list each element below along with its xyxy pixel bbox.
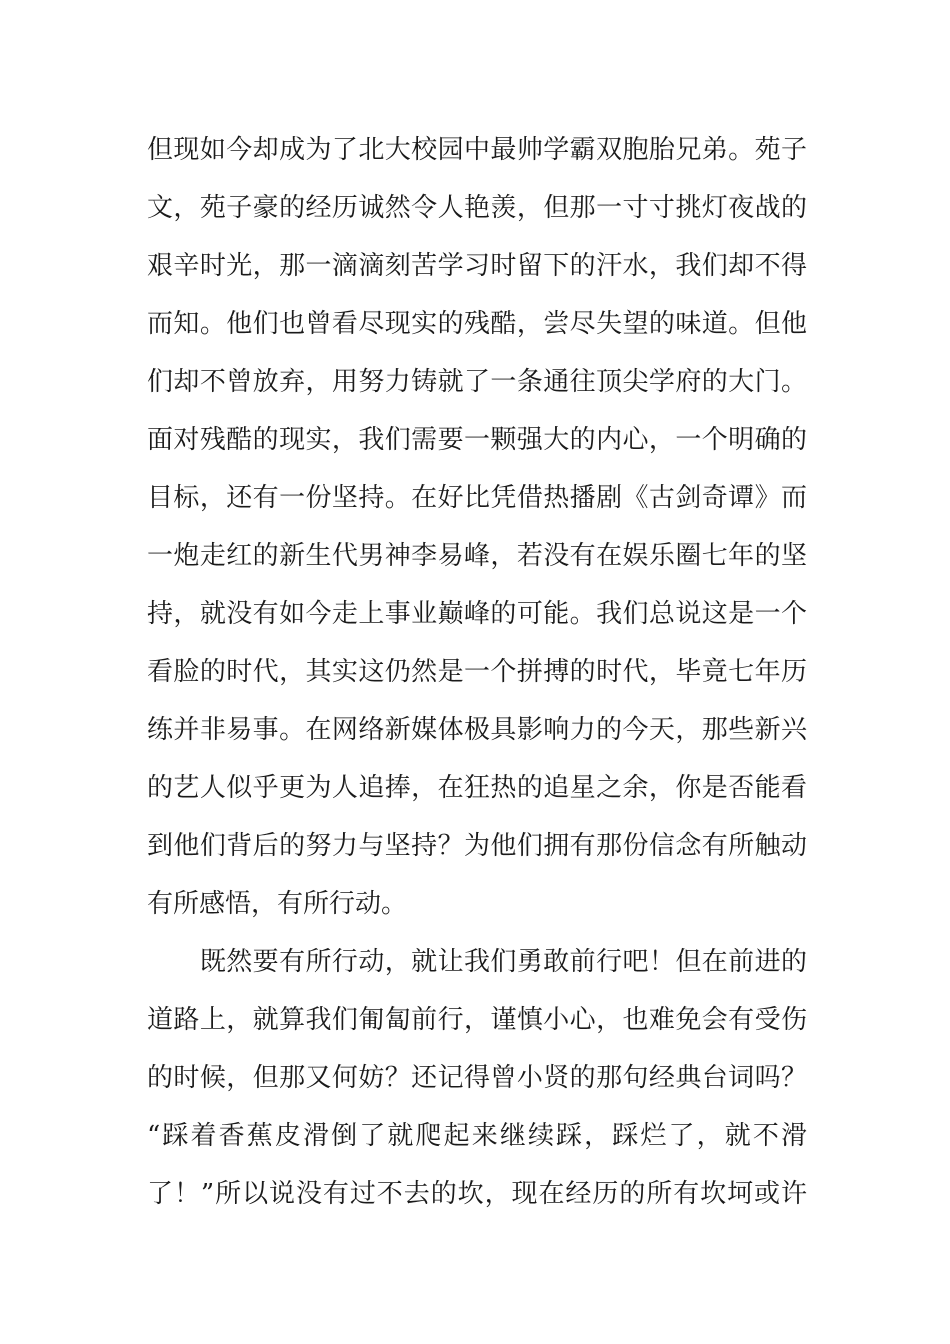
text-line: 文，苑子豪的经历诚然令人艳羡，但那一寸寸挑灯夜战的 — [147, 193, 807, 223]
text-line: 面对残酷的现实，我们需要一颗强大的内心，一个明确的 — [147, 425, 807, 455]
text-line: 道路上，就算我们匍匐前行，谨慎小心，也难免会有受伤 — [147, 1005, 807, 1035]
text-line: 而知。他们也曾看尽现实的残酷，尝尽失望的味道。但他 — [147, 309, 807, 339]
text-line: “踩着香蕉皮滑倒了就爬起来继续踩，踩烂了，就不滑 — [147, 1121, 807, 1151]
text-line: 的艺人似乎更为人追捧，在狂热的追星之余，你是否能看 — [147, 773, 807, 803]
text-line: 练并非易事。在网络新媒体极具影响力的今天，那些新兴 — [147, 715, 807, 745]
paragraph-end-line: 有所感悟，有所行动。 — [147, 889, 408, 919]
text-line: 但现如今却成为了北大校园中最帅学霸双胞胎兄弟。苑子 — [147, 135, 807, 165]
text-line: 一炮走红的新生代男神李易峰，若没有在娱乐圈七年的坚 — [147, 541, 807, 571]
text-line: 目标，还有一份坚持。在好比凭借热播剧《古剑奇谭》而 — [147, 483, 807, 513]
paragraph-start-line: 既然要有所行动，就让我们勇敢前行吧！但在前进的 — [147, 947, 807, 977]
text-line: 看脸的时代，其实这仍然是一个拼搏的时代，毕竟七年历 — [147, 657, 807, 687]
text-line: 了！”所以说没有过不去的坎，现在经历的所有坎坷或许 — [147, 1179, 807, 1209]
text-line: 们却不曾放弃，用努力铸就了一条通往顶尖学府的大门。 — [147, 367, 807, 397]
text-line: 的时候，但那又何妨？还记得曾小贤的那句经典台词吗？ — [147, 1063, 807, 1093]
text-line: 艰辛时光，那一滴滴刻苦学习时留下的汗水，我们却不得 — [147, 251, 807, 281]
essay-body — [147, 121, 807, 1223]
text-line: 到他们背后的努力与坚持？为他们拥有那份信念有所触动 — [147, 831, 807, 861]
text-line: 持，就没有如今走上事业巅峰的可能。我们总说这是一个 — [147, 599, 807, 629]
